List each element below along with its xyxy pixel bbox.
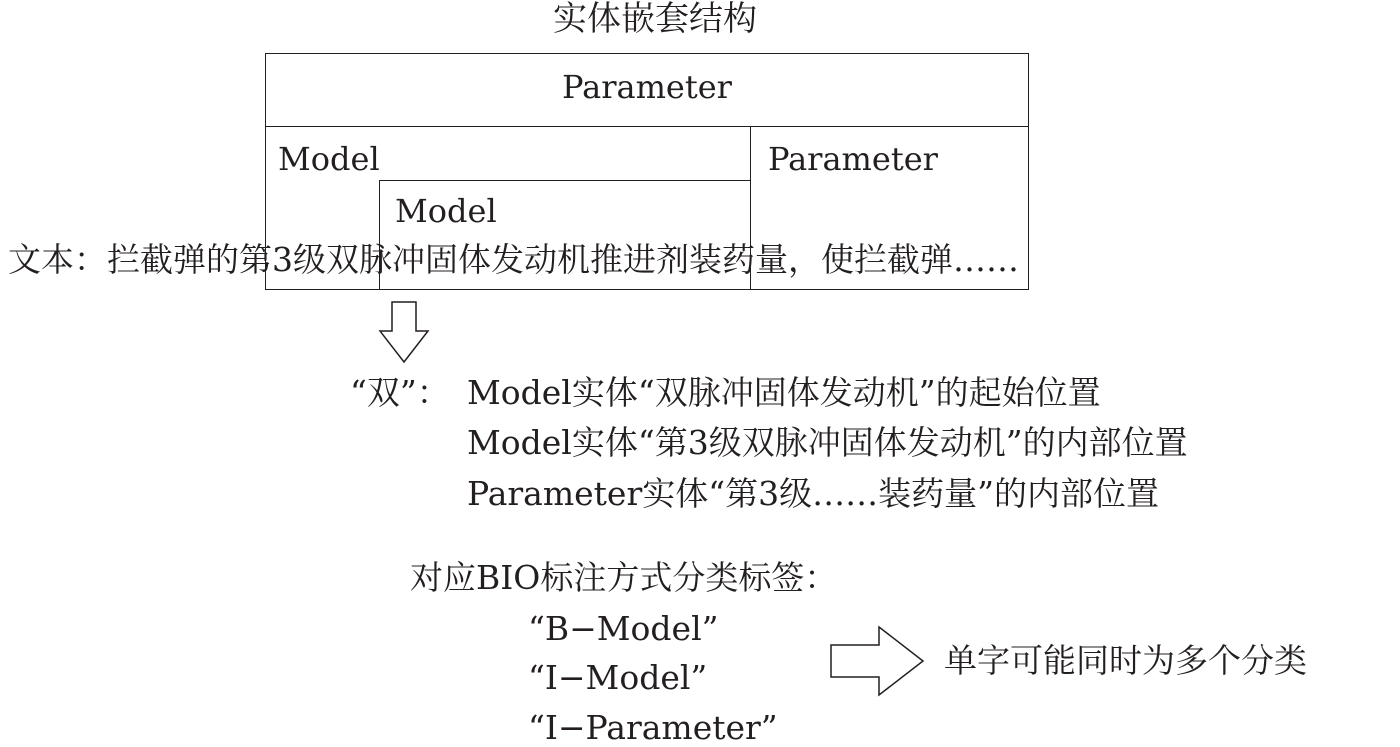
bio-heading: 对应BIO标注方式分类标签： (410, 558, 838, 597)
bio-label-b-model: “B−Model” (528, 609, 719, 648)
source-sentence: 文本：拦截弹的第3级双脉冲固体发动机推进剂装药量，使拦截弹…… (8, 240, 1019, 279)
char-label: “双”： (350, 373, 450, 412)
explanation-line-3: Parameter实体“第3级……装药量”的内部位置 (467, 474, 1159, 513)
outer-parameter-label: Parameter (562, 68, 732, 106)
model-inner-label: Model (395, 192, 497, 230)
explanation-line-1: Model实体“双脉冲固体发动机”的起始位置 (467, 373, 1101, 412)
explanation-line-2: Model实体“第3级双脉冲固体发动机”的内部位置 (467, 423, 1188, 462)
right-arrow-icon (831, 627, 923, 695)
bio-label-i-parameter: “I−Parameter” (528, 708, 778, 747)
parameter-right-label: Parameter (768, 140, 938, 178)
bio-label-i-model: “I−Model” (528, 658, 708, 697)
multi-class-note: 单字可能同时为多个分类 (944, 641, 1307, 680)
diagram-title: 实体嵌套结构 (553, 0, 757, 39)
model-outer-label: Model (278, 140, 380, 178)
down-arrow-icon (380, 302, 428, 362)
